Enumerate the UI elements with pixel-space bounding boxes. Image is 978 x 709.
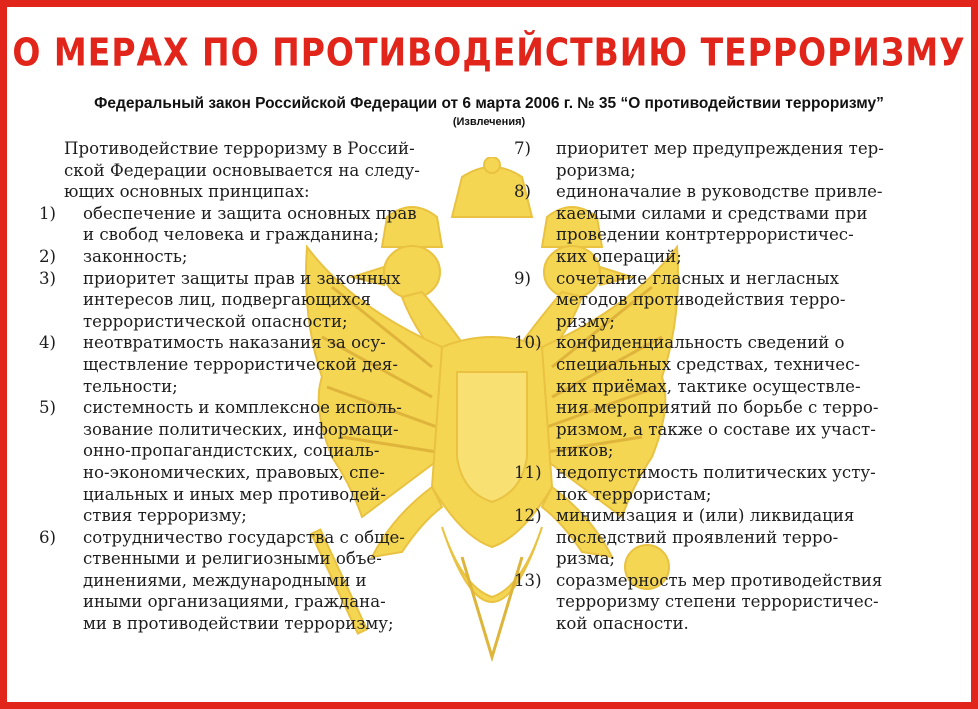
principle-item-9 xyxy=(514,268,954,333)
principle-line: конфиденциальность сведений о xyxy=(556,333,845,353)
principle-number: 10) xyxy=(514,333,542,353)
principle-line: ственными и религиозными объе- xyxy=(83,549,382,569)
principle-number: 2) xyxy=(39,246,57,266)
intro-paragraph xyxy=(39,138,485,203)
right-column xyxy=(514,138,954,635)
principle-number: 7) xyxy=(514,139,532,158)
principle-line: ризму; xyxy=(556,311,615,331)
principle-item-7 xyxy=(514,138,954,181)
principle-line: приоритет защиты прав и законных xyxy=(83,268,401,288)
law-subtitle: Федеральный закон Российской Федерации от 6 марта 2006 г. № 35 “О противодействии терроризму” xyxy=(94,95,884,112)
principle-item-8 xyxy=(514,181,954,267)
principle-item-4 xyxy=(39,332,485,397)
principle-line: ствия терроризму; xyxy=(83,506,247,526)
principle-line: зование политических, информаци- xyxy=(83,419,399,439)
principle-item-13 xyxy=(514,570,954,635)
principle-number: 8) xyxy=(514,182,532,202)
principle-line: тельности; xyxy=(83,376,178,396)
principle-line: и свобод человека и гражданина; xyxy=(83,225,380,245)
intro-line: ской Федерации основывается на следу- xyxy=(64,160,420,180)
principle-item-6 xyxy=(39,527,485,635)
principle-line: интересов лиц, подвергающихся xyxy=(83,290,371,310)
principle-line: обеспечение и защита основных прав xyxy=(83,203,417,223)
principle-line: ризма; xyxy=(556,549,616,569)
principle-line: специальных средствах, техничес- xyxy=(556,354,861,374)
principle-item-11 xyxy=(514,462,954,505)
principle-line: законность; xyxy=(83,246,188,266)
principle-line: сочетание гласных и негласных xyxy=(556,268,839,288)
principle-line: методов противодействия терро- xyxy=(556,290,846,310)
principle-number: 12) xyxy=(514,506,542,526)
principle-line: кой опасности. xyxy=(556,614,689,634)
intro-line: Противодействие терроризму в Россий- xyxy=(64,139,415,158)
principle-line: ществление террористической дея- xyxy=(83,354,398,374)
principle-line: ми в противодействии терроризму; xyxy=(83,614,394,634)
principle-line: ких приёмах, тактике осуществле- xyxy=(556,376,861,396)
principle-number: 1) xyxy=(39,203,57,223)
principle-line: иными организациями, граждана- xyxy=(83,592,386,612)
principle-line: террористической опасности; xyxy=(83,311,348,331)
principle-line: онно-пропагандистских, социаль- xyxy=(83,441,380,461)
principle-number: 6) xyxy=(39,527,57,547)
principle-number: 5) xyxy=(39,398,57,418)
intro-line: ющих основных принципах: xyxy=(64,182,310,202)
principle-item-1 xyxy=(39,203,485,246)
principle-line: сотрудничество государства с обще- xyxy=(83,527,405,547)
principle-line: терроризму степени террористичес- xyxy=(556,592,879,612)
principle-number: 4) xyxy=(39,333,57,353)
principle-line: приоритет мер предупреждения тер- xyxy=(556,139,884,158)
principle-line: соразмерность мер противодействия xyxy=(556,570,883,590)
principle-line: роризма; xyxy=(556,160,636,180)
principle-line: но-экономических, правовых, спе- xyxy=(83,462,385,482)
principle-line: минимизация и (или) ликвидация xyxy=(556,506,855,526)
page-title: О МЕРАХ ПО ПРОТИВОДЕЙСТВИЮ ТЕРРОРИЗМУ xyxy=(12,30,966,75)
principle-line: ких операций; xyxy=(556,246,682,266)
principle-number: 13) xyxy=(514,570,542,590)
principle-line: ников; xyxy=(556,441,614,461)
principle-line: проведении контртеррористичес- xyxy=(556,225,854,245)
extract-note: (Извлечения) xyxy=(452,116,526,128)
principle-line: неотвратимость наказания за осу- xyxy=(83,333,386,353)
left-column xyxy=(39,138,485,635)
principle-line: ризмом, а также о составе их участ- xyxy=(556,419,876,439)
principle-line: ния мероприятий по борьбе с терро- xyxy=(556,398,879,418)
principle-item-2 xyxy=(39,246,485,268)
principle-number: 9) xyxy=(514,268,532,288)
principle-item-3 xyxy=(39,268,485,333)
principle-line: каемыми силами и средствами при xyxy=(556,203,868,223)
principle-line: циальных и иных мер противодей- xyxy=(83,484,386,504)
principle-line: динениями, международными и xyxy=(83,570,367,590)
principle-line: пок террористам; xyxy=(556,484,712,504)
principle-number: 3) xyxy=(39,268,57,288)
principle-line: системность и комплексное исполь- xyxy=(83,398,402,418)
principle-item-12 xyxy=(514,505,954,570)
principle-line: единоначалие в руководстве привле- xyxy=(556,182,883,202)
principle-item-10 xyxy=(514,332,954,462)
principle-item-5 xyxy=(39,397,485,527)
principle-line: последствий проявлений терро- xyxy=(556,527,839,547)
principle-number: 11) xyxy=(514,462,542,482)
principle-line: недопустимость политических усту- xyxy=(556,462,876,482)
